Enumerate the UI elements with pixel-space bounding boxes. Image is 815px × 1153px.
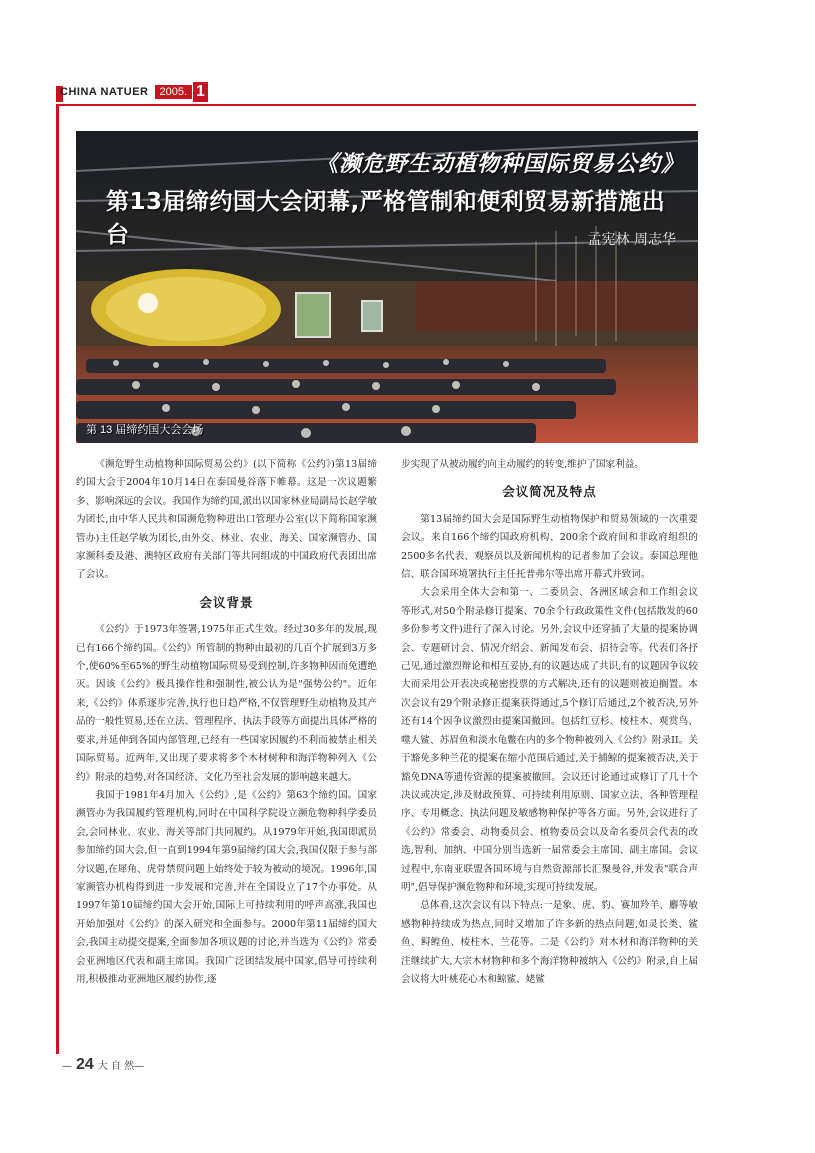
page-footer xyxy=(62,1056,144,1074)
magazine-header xyxy=(60,82,208,102)
right-column xyxy=(401,456,698,989)
issue-year: 2005. xyxy=(155,85,193,99)
top-rule xyxy=(56,104,696,106)
footer-magazine-name: 大 自 然 xyxy=(97,1061,135,1072)
section-heading-background: 会议背景 xyxy=(199,594,254,610)
paragraph-continuation: 步实现了从被动履约向主动履约的转变,维护了国家利益。 xyxy=(401,459,644,470)
paragraph: 《濒危野生动植物种国际贸易公约》(以下简称《公约》)第13届缔约国大会于2004年10月14日在泰国曼谷落下帷幕。这是一次议题繁多、影响深远的会议。我国作为缔约国,派出以国家林业局副局长赵学敏为团长,由中华人民共和国濒危物种进出口管理办公室(以下简称国家濒管办)主任赵学敏为团长,由外交、林业、农业、海关、国家濒管办、国家濒科委及港、澳特区政府有关部门等共同组成的中国政府代表团出席了会议。 xyxy=(76,459,377,581)
page-number: 24 xyxy=(76,1056,94,1073)
article-title-line-1: 《濒危野生动植物种国际贸易公约》 xyxy=(315,152,684,177)
left-column xyxy=(76,456,377,989)
paragraph: 我国于1981年4月加入《公约》,是《公约》第63个缔约国。国家濒管办为我国履约管理机构,同时在中国科学院设立濒危物种科学委员会,会同林业、农业、海关等部门共同履约。从1979年开始,我国即派员参加缔约国大会,但一直到1994年第9届缔约国大会,我国仅限于参与部分议题,在犀角、虎骨禁贸问题上始终处于较为被动的境况。1996年,国家濒管办机构得到进一步发展和完善,并在全国设立了17个办事处。从1997年第10届缔约国大会开始,国际上可持续利用的呼声高涨,我国也开始加强对《公约》的深入研究和全面参与。2000年第11届缔约国大会,我国主动提交提案,全面参加各项议题的讨论,并当选为《公约》常委会亚洲地区代表和副主席国。我国广泛团结发展中国家,倡导可持续利用,积极推动亚洲地区履约协作,逐 xyxy=(76,789,377,985)
paragraph: 总体看,这次会议有以下特点:一是象、虎、豹、赛加羚羊、麝等敏感物种持续成为热点,同时又增加了许多新的热点问题,如灵长类、鲨鱼、鲟鳇鱼、棱柱木、兰花等。二是《公约》对木材和海洋物种的关注继续扩大,大宗木材物种和多个海洋物种被纳入《公约》附录,自上届会议将大叶桃花心木和鲸鲨、姥鲨 xyxy=(401,900,698,985)
footer-dash-left: — xyxy=(62,1061,72,1072)
article-authors: 孟宪林 周志华 xyxy=(587,232,676,248)
footer-dash-right: — xyxy=(134,1061,145,1072)
magazine-name: CHINA NATUER xyxy=(60,86,149,98)
article-title-line-2: 第13届缔约国大会闭幕,严格管制和便利贸易新措施出台 xyxy=(106,189,666,248)
paragraph: 《公约》于1973年签署,1975年正式生效。经过30多年的发展,现已有166个缔约国。《公约》所管制的物种由最初的几百个扩展到3万多个,使60%至65%的野生动植物国际贸易受到控制,许多物种因而免遭绝灭。因该《公约》极具操作性和强制性,被公认为是"强势公约"。近年来,《公约》体系逐步完善,执行也日趋严格,不仅管理野生动植物及其产品的一般性贸易,还在立法、管理程序、执法手段等方面提出具体严格的要求,并延伸到各国内部管理,已经有一些国家因履约不利而被禁止相关国际贸易。近两年,又出现了要求将多个木材树种和海洋物种列入《公约》附录的趋势,对各国经济、文化乃至社会发展的影响越来越大。 xyxy=(76,624,377,783)
paragraph: 大会采用全体大会和第一、二委员会、各洲区域会和工作组会议等形式,对50个附录修订提案、70余个行政政策性文件(包括散发的60多份参考文件)进行了深入讨论。另外,会议中还穿插了大量的提案协调会、专题研讨会、情况介绍会、新闻发布会、招待会等。代表们各抒己见,通过激烈辩论和相互妥协,有的议题达成了共识,有的议题因争议较大而采用公开表决或秘密投票的方式解决,还有的议题则被迫搁置。本次会议有29个附录修正提案获得通过,5个修订后通过,2个被否决,另外还有14个因争议激烈由提案国撤回。包括红豆杉、棱柱木、观赏鸟、噬人鲨、苏眉鱼和淡水龟鳖在内的多个物种被列入《公约》附录II。关于豁免多种兰花的提案在缩小范围后通过,关于捕鲸的提案被否决,关于豁免DNA等遗传资源的提案被撤回。会议还讨论通过或修订了几十个决议或决定,涉及财政预算、可持续利用原则、国家立法、各种管理程序、专用概念、执法问题及敏感物种保护等各方面。另外,会议进行了《公约》常委会、动物委员会、植物委员会以及命名委员会代表的改选,智利、加纳、中国分别当选新一届常委会主席国、副主席国。会议过程中,东南亚联盟各国环境与自然资源部长汇聚曼谷,并发表"联合声明",倡导保护濒危物种和环境,实现可持续发展。 xyxy=(401,587,698,893)
side-rule xyxy=(56,104,59,1054)
section-heading-overview: 会议简况及特点 xyxy=(502,484,597,500)
conference-photo xyxy=(76,131,698,443)
issue-number: 1 xyxy=(193,82,208,102)
paragraph: 第13届缔约国大会是国际野生动植物保护和贸易领域的一次重要会议。来自166个缔约国政府机构、200余个政府间和非政府组织的2500多名代表、观察员以及新闻机构的记者参加了会议。泰国总理他信、联合国环境署执行主任托普弗尔等出席开幕式并致词。 xyxy=(401,513,698,581)
photo-caption: 第 13 届缔约国大会会场 xyxy=(86,424,204,436)
